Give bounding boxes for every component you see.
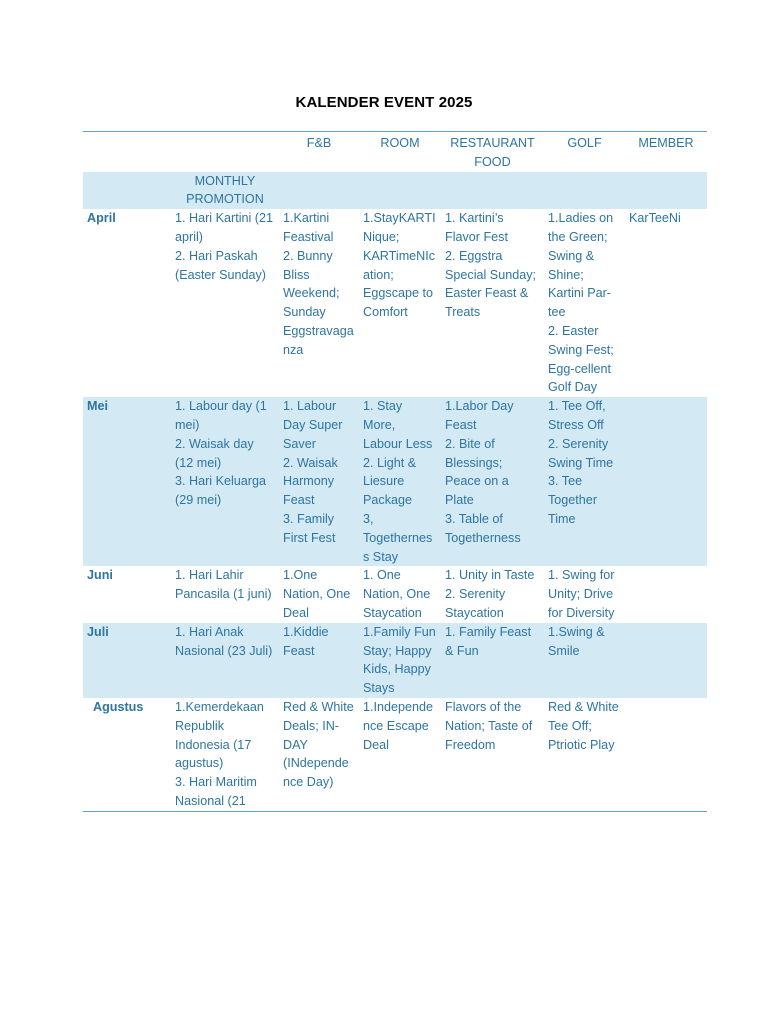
cell-room: 1.Independence Escape Deal bbox=[359, 698, 441, 811]
table-row bbox=[83, 623, 707, 698]
cell-month: Juli bbox=[83, 623, 171, 698]
document-title: KALENDER EVENT 2025 bbox=[295, 94, 473, 111]
cell-fnb: Red & White Deals; IN-DAY (INdependence Day) bbox=[279, 698, 359, 811]
table-row bbox=[83, 566, 707, 622]
cell-promotion: 1. Hari Kartini (21 april) 2. Hari Paskah (Easter Sunday) bbox=[175, 211, 273, 282]
cell-restaurant: 1. Kartini’s Flavor Fest 2. Eggstra Special Sunday; Easter Feast & Treats bbox=[445, 211, 537, 320]
promotion-label-row bbox=[83, 172, 707, 210]
header-cell-promotion bbox=[171, 132, 279, 172]
cell-fnb: 1.Kiddie Feast bbox=[279, 623, 359, 698]
cell-golf: 1.Ladies on the Green; Swing & Shine; Kartini Par-tee 2. Easter Swing Fest; Egg-cellent Golf Day bbox=[548, 211, 614, 395]
cell-golf: 1.Swing & Smile bbox=[544, 623, 625, 698]
table-row bbox=[83, 698, 707, 811]
cell-golf: Red & White Tee Off; Ptriotic Play bbox=[544, 698, 625, 811]
header-cell-restaurant: RESTAURANT FOOD bbox=[441, 132, 544, 172]
cell-member bbox=[625, 566, 707, 622]
cell-restaurant: 1. Unity in Taste 2. Serenity Staycation bbox=[445, 568, 535, 620]
cell-promotion: 1. Hari Lahir Pancasila (1 juni) bbox=[175, 568, 272, 602]
event-rows bbox=[83, 209, 707, 811]
cell-month: Juni bbox=[87, 568, 113, 583]
header-cell-golf: GOLF bbox=[544, 132, 625, 172]
event-calendar-table bbox=[83, 131, 707, 812]
cell-restaurant: 1.Labor Day Feast 2. Bite of Blessings; Peace on a Plate 3. Table of Togetherness bbox=[441, 397, 544, 566]
header-row bbox=[83, 132, 707, 172]
cell-room: 1. One Nation, One Staycation bbox=[363, 568, 431, 620]
cell-month: Mei bbox=[83, 397, 171, 566]
table-row bbox=[83, 209, 707, 397]
cell-promotion: 1.Kemerdekaan Republik Indonesia (17 agustus) 3. Hari Maritim Nasional (21 bbox=[171, 698, 279, 811]
cell-member bbox=[625, 698, 707, 811]
header-cell-room: ROOM bbox=[359, 132, 441, 172]
header-cell-fnb: F&B bbox=[279, 132, 359, 172]
cell-restaurant: Flavors of the Nation; Taste of Freedom bbox=[441, 698, 544, 811]
cell-golf: 1. Tee Off, Stress Off 2. Serenity Swing Time 3. Tee Together Time bbox=[544, 397, 625, 566]
cell-fnb: 1.One Nation, One Deal bbox=[283, 568, 351, 620]
cell-room: 1. Stay More, Labour Less 2. Light & Liesure Package 3, Togetherness Stay bbox=[359, 397, 441, 566]
cell-fnb: 1. Labour Day Super Saver 2. Waisak Harmony Feast 3. Family First Fest bbox=[279, 397, 359, 566]
cell-room: 1.Family Fun Stay; Happy Kids, Happy Stays bbox=[359, 623, 441, 698]
header-cell-month bbox=[83, 132, 171, 172]
cell-promotion: 1. Labour day (1 mei) 2. Waisak day (12 mei) 3. Hari Keluarga (29 mei) bbox=[171, 397, 279, 566]
cell-promotion: 1. Hari Anak Nasional (23 Juli) bbox=[171, 623, 279, 698]
cell-month: Agustus bbox=[83, 698, 171, 811]
cell-golf: 1. Swing for Unity; Drive for Diversity bbox=[548, 568, 615, 620]
cell-room: 1.StayKARTINique; KARTimeNIcation; Eggscape to Comfort bbox=[363, 211, 436, 320]
cell-member bbox=[625, 623, 707, 698]
monthly-promotion-label: MONTHLY PROMOTION bbox=[171, 172, 279, 210]
cell-restaurant: 1. Family Feast & Fun bbox=[441, 623, 544, 698]
cell-month: April bbox=[87, 211, 116, 226]
cell-member bbox=[625, 397, 707, 566]
table-row bbox=[83, 397, 707, 566]
cell-member: KarTeeNi bbox=[629, 211, 681, 226]
header-cell-member: MEMBER bbox=[625, 132, 707, 172]
cell-fnb: 1.Kartini Feastival 2. Bunny Bliss Weekend; Sunday Eggstravaganza bbox=[283, 211, 354, 357]
